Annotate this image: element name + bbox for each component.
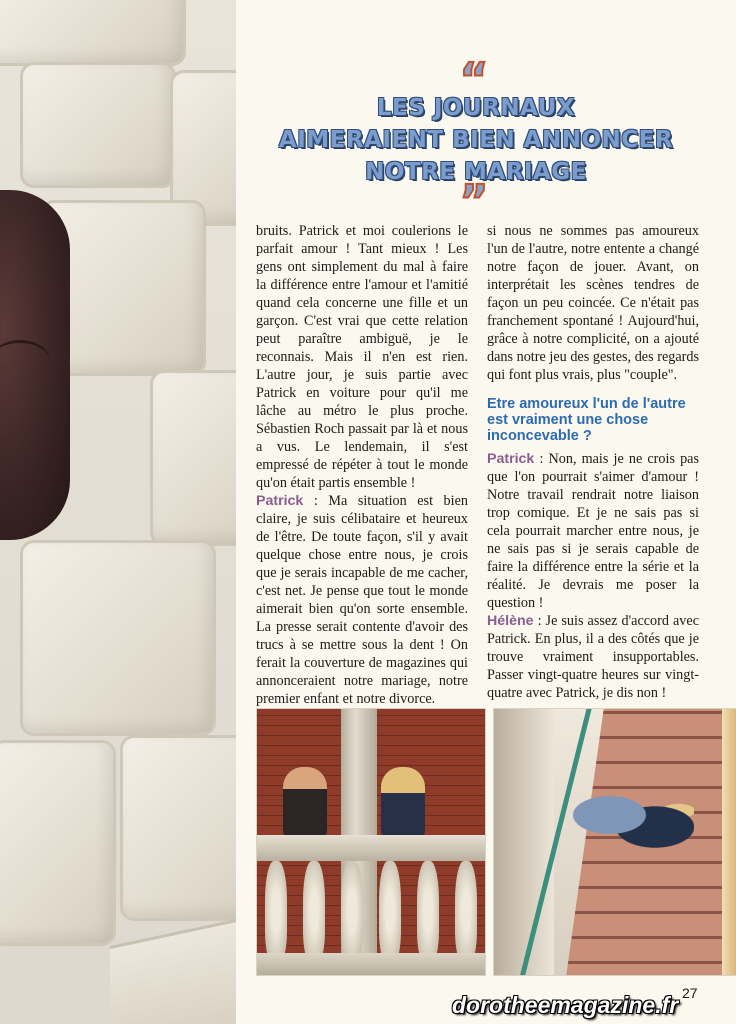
speaker-name: Hélène — [487, 613, 534, 629]
open-quote-mark: “ — [459, 54, 489, 105]
wall-shadow — [494, 709, 554, 975]
edge-stripe — [722, 709, 736, 975]
headline-line-2: AIMERAIENT BIEN ANNONCER — [278, 127, 674, 153]
speaker-name: Patrick — [487, 451, 535, 467]
wall-stone-block — [20, 540, 216, 736]
interview-question: Etre amoureux l'un de l'autre est vraiment une chose inconcevable ? — [487, 396, 686, 444]
text-column-right — [487, 222, 699, 702]
close-quote-mark: ” — [459, 176, 489, 227]
interview-answer — [487, 450, 699, 612]
interview-answer — [487, 612, 699, 702]
stairs-photo — [493, 708, 736, 976]
jacket-sleeve — [0, 190, 70, 540]
wall-stone-block — [0, 740, 116, 946]
baluster — [341, 861, 363, 961]
stone-wall-photo — [0, 0, 236, 1024]
balustrade-rail — [257, 835, 485, 861]
stone-ledge — [110, 914, 236, 1024]
baluster — [379, 861, 401, 961]
answer-text: : Je suis assez d'accord avec Patrick. En plus, il a des côtés que je trouve vraiment insupportables. Passer vingt-quatre heures sur vingt-quatre avec Patrick, je dis non ! — [487, 613, 699, 701]
baluster — [303, 861, 325, 961]
person-figure — [283, 767, 327, 837]
person-figure — [381, 767, 425, 837]
wall-stone-block — [0, 0, 186, 66]
answer-text: : Non, mais je ne crois pas que l'on pourrait s'aimer d'amour ! Notre travail rendrait notre liaison trop comique. Et je ne sais pas si cela pourrait marcher entre nous, je ne sais pas si je serais capable de faire la différence entre la série et la réalité. Je devrais me poser la question ! — [487, 451, 699, 611]
couple-lying-on-stairs — [564, 779, 694, 859]
answer-text: : Ma situation est bien claire, je suis célibataire et heureux de l'être. De toute façon, s'il y avait quelque chose entre nous, je crois que je serais incapable de me cacher, c'est net. Je pense que tout le monde aimerait bien qu'on sorte ensemble. La presse serait contente d'avoir des trucs à se mettre sous la dent ! On ferait la couverture de magazines qui annonceraient notre mariage, notre premier enfant et notre divorce. — [256, 493, 468, 707]
paragraph: si nous ne sommes pas amoureux l'un de l'autre, notre entente a changé notre façon de jouer. Avant, on interprétait les scènes tendres de façon un peu coincée. Ce n'était pas franchement spontané ! Aujourd'hui, grâce à notre complicité, on a ajouté dans notre jeu des gestes, des regards qui font plus vrais, plus "couple". — [487, 223, 699, 383]
wall-stone-block — [150, 370, 236, 546]
page-number: 27 — [682, 985, 698, 1001]
baluster — [455, 861, 477, 961]
text-column-left — [256, 222, 468, 726]
headline-line-1: LES JOURNAUX — [376, 95, 576, 121]
headline-line-3: NOTRE MARIAGE — [365, 159, 587, 185]
paragraph: bruits. Patrick et moi coulerions le parfait amour ! Tant mieux ! Les gens ont simplement du mal à faire la différence entre l'amour et l'amitié quand cela concerne une fille et un garçon. C'est vrai que cette relation peut paraître ambiguë, je le reconnais. Mais il n'en est rien. L'autre jour, je suis partie avec Patrick en voiture pour qu'il me lâche au métro le plus proche. Sébastien Roch passait par là et nous a vus. Le lendemain, il s'est empressé de répéter à tout le monde qu'on était partis ensemble ! — [256, 223, 468, 491]
balcony-photo — [256, 708, 486, 976]
wall-stone-block — [120, 735, 236, 921]
interview-answer — [256, 492, 468, 708]
article-headline — [256, 92, 696, 188]
baluster — [265, 861, 287, 961]
wall-stone-block — [20, 62, 176, 188]
baluster — [417, 861, 439, 961]
speaker-name: Patrick — [256, 493, 304, 509]
balusters — [257, 861, 485, 961]
watermark: dorotheemagazine.fr — [452, 992, 679, 1018]
balustrade-base — [257, 953, 485, 975]
